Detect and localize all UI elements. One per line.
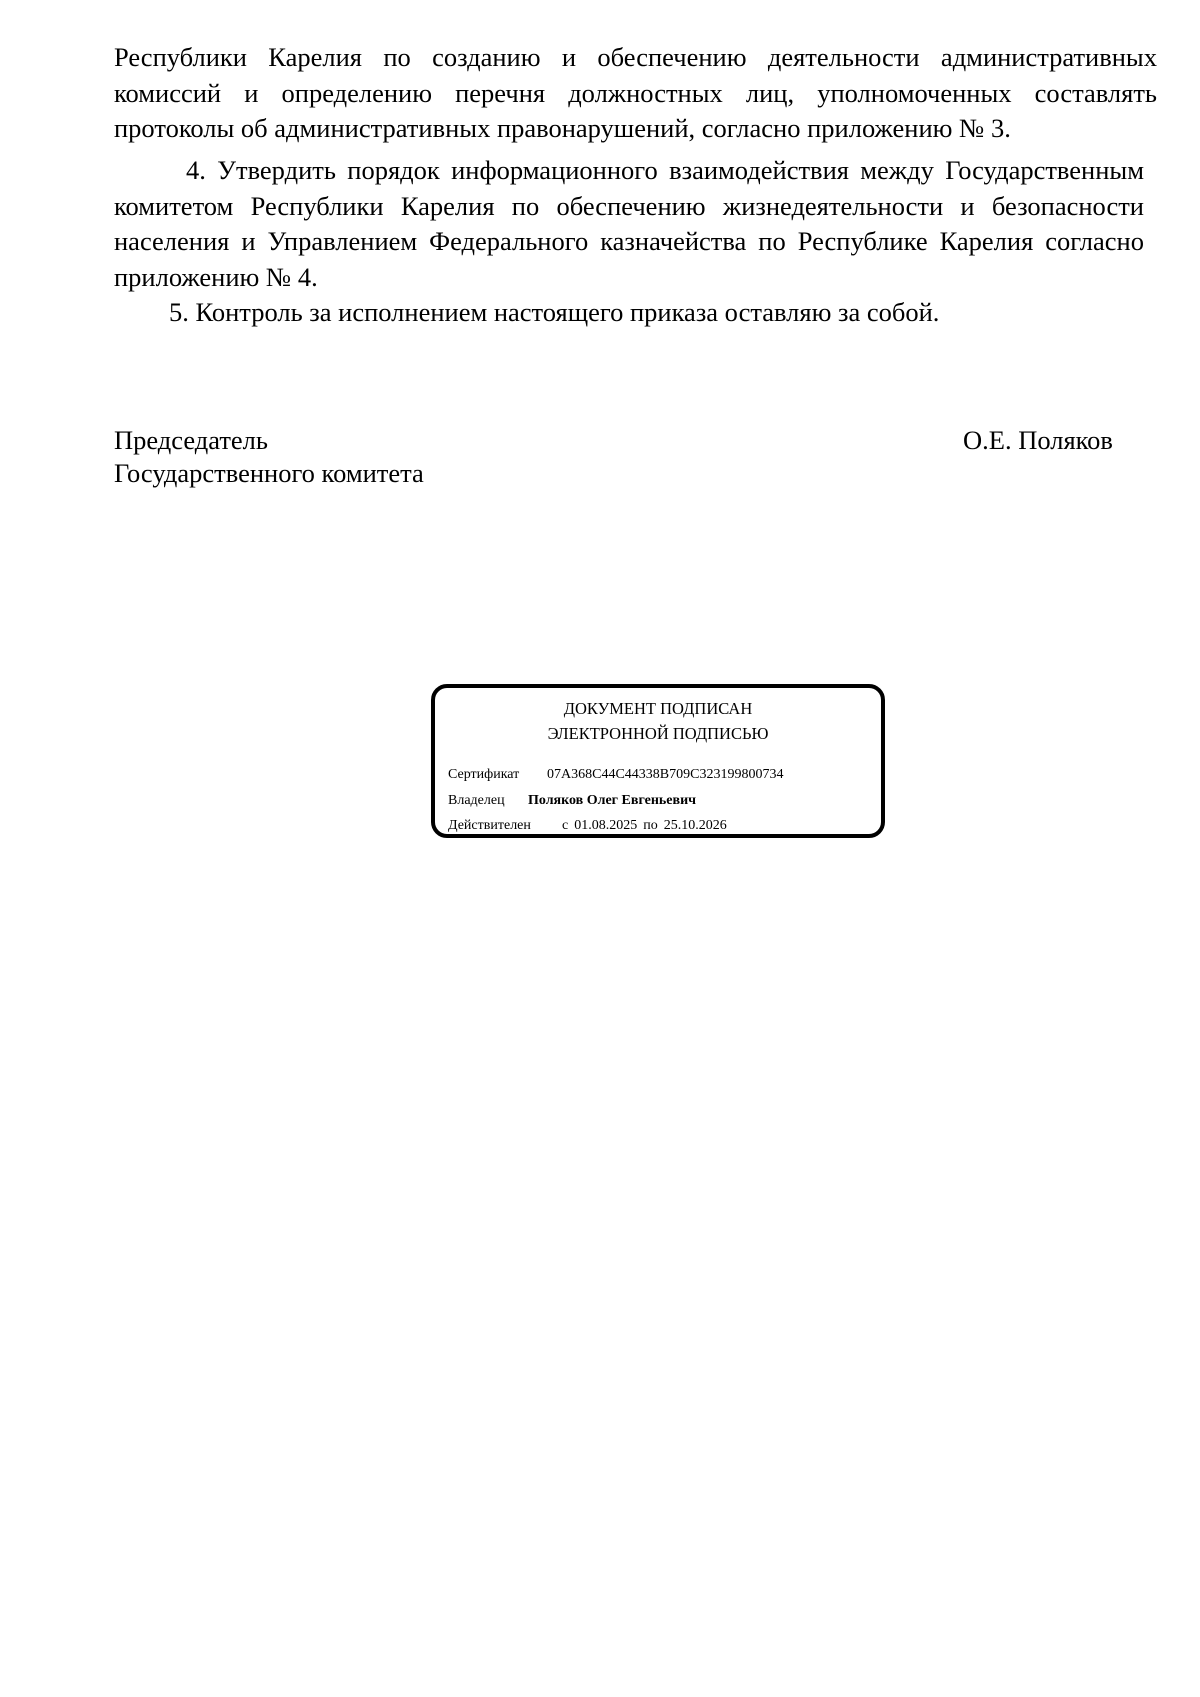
paragraph-item-4: 4. Утвердить порядок информационного взаимодействия между Государственным комитетом Республики Карелия по обеспечению жизнедеятельности и безопасности населения и Управлением Федерального казначейства по Республике Карелия согласно приложению № 4. xyxy=(114,155,1144,292)
certificate-value: 07A368C44C44338B709C323199800734 xyxy=(547,767,784,782)
owner-label: Владелец xyxy=(448,793,505,808)
stamp-title-line1: ДОКУМЕНТ ПОДПИСАН xyxy=(563,699,753,718)
valid-label: Действителен xyxy=(448,818,531,833)
signatory-position xyxy=(114,424,424,490)
paragraph-item-5: 5. Контроль за исполнением настоящего приказа оставляю за собой. xyxy=(169,297,940,327)
stamp-validity-row xyxy=(448,817,727,835)
electronic-signature-stamp xyxy=(431,684,885,838)
stamp-title-line2: ЭЛЕКТРОННОЙ ПОДПИСЬЮ xyxy=(547,724,769,743)
stamp-certificate-row xyxy=(448,766,783,784)
signatory-name: О.Е. Поляков xyxy=(963,425,1113,455)
signatory-position-line1: Председатель xyxy=(114,425,268,455)
stamp-owner-row xyxy=(448,792,696,810)
stamp-title xyxy=(435,696,881,746)
signatory-position-line2: Государственного комитета xyxy=(114,458,424,488)
valid-to-date: 25.10.2026 xyxy=(663,818,727,833)
valid-to-prefix: по xyxy=(643,818,658,833)
owner-value: Поляков Олег Евгеньевич xyxy=(528,793,697,808)
valid-from-date: 01.08.2025 xyxy=(574,818,638,833)
valid-from-prefix: с xyxy=(562,818,569,833)
paragraph-continuation: Республики Карелия по созданию и обеспечению деятельности административных комиссий и определению перечня должностных лиц, уполномоченных составлять протоколы об административных правонарушений, согласно приложению № 3. xyxy=(114,42,1157,143)
certificate-label: Сертификат xyxy=(448,767,520,782)
